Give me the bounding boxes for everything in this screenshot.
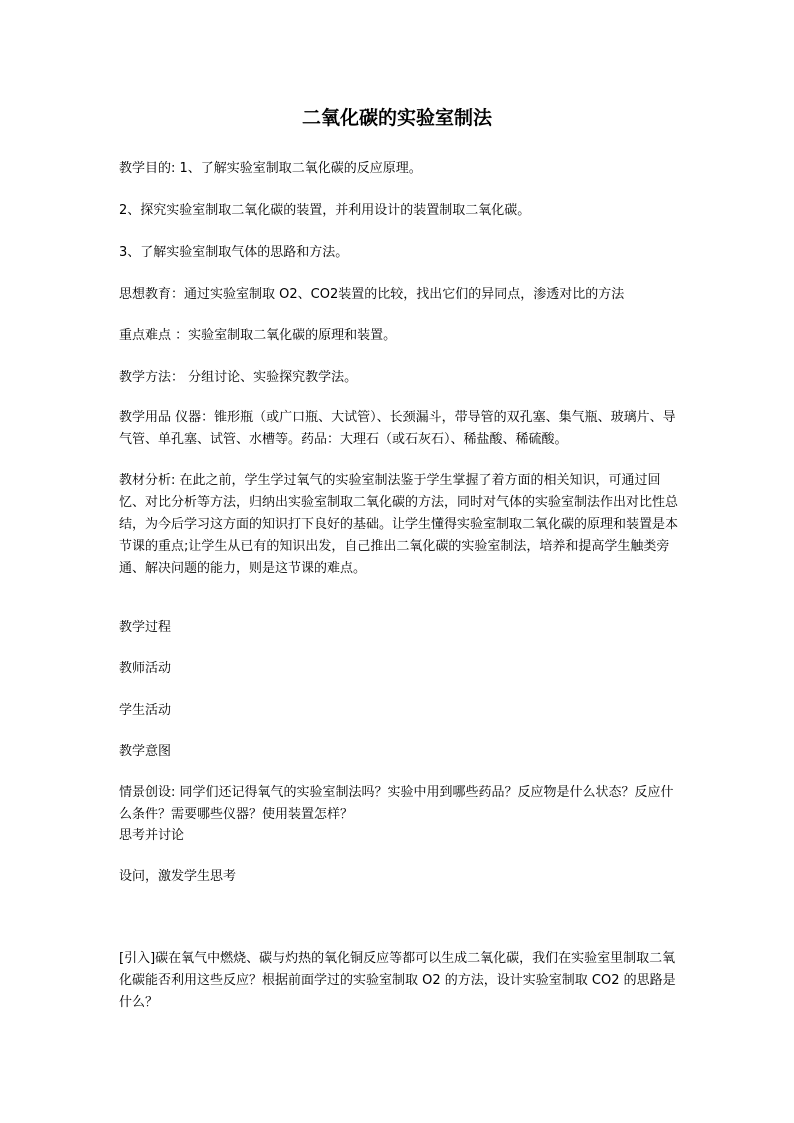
paragraph-teaching-process: 教学过程	[119, 620, 172, 635]
paragraph-teaching-method: 教学方法： 分组讨论、实验探究教学法。	[119, 370, 358, 385]
paragraph-student-activity: 学生活动	[119, 703, 172, 718]
paragraph-textbook-analysis: 教材分析: 在此之前，学生学过氧气的实验室制法鉴于学生掌握了着方面的相关知识，可通过回忆、对比分析等方法，归纳出实验室制取二氧化碳的方法，同时对气体的实验室制法作出对比性总结，为今后学习这方面的知识打下良好的基础。让学生懂得实验室制取二氧化碳的原理和装置是本节课的重点;让学生从已有的知识出发，自己推出二氧化碳的实验室制法，培养和提高学生触类旁通、解决问题的能力，则是这节课的难点。	[119, 473, 679, 576]
paragraph-key-points: 重点难点 ：实验室制取二氧化碳的原理和装置。	[119, 328, 397, 343]
paragraph-teaching-goal-1: 教学目的: 1、了解实验室制取二氧化碳的反应原理。	[119, 161, 422, 176]
paragraph-questioning: 设问，激发学生思考	[119, 869, 237, 884]
paragraph-teaching-materials: 教学用品 仪器：锥形瓶（或广口瓶、大试管）、长颈漏斗，带导管的双孔塞、集气瓶、玻璃片、导气管、单孔塞、试管、水槽等。药品：大理石（或石灰石）、稀盐酸、稀硫酸。	[119, 410, 676, 447]
paragraph-teacher-activity: 教师活动	[119, 661, 172, 676]
paragraph-scenario: 情景创设: 同学们还记得氧气的实验室制法吗？实验中用到哪些药品？反应物是什么状态？反应什么条件？需要哪些仪器？使用装置怎样？	[119, 785, 674, 822]
paragraph-introduction: [引入]碳在氧气中燃烧、碳与灼热的氧化铜反应等都可以生成二氧化碳，我们在实验室里制取二氧化碳能否利用这些反应？根据前面学过的实验室制取 O2 的方法，设计实验室制取 CO2 的思路是什么？	[119, 951, 676, 1010]
paragraph-teaching-goal-3: 3、了解实验室制取气体的思路和方法。	[119, 245, 349, 260]
paragraph-teaching-goal-2: 2、探究实验室制取二氧化碳的装置，并利用设计的装置制取二氧化碳。	[119, 203, 531, 218]
document-title: 二氧化碳的实验室制法	[301, 107, 492, 129]
paragraph-teaching-intent: 教学意图	[119, 744, 172, 759]
paragraph-ideological-education: 思想教育：通过实验室制取 O2、CO2装置的比较，找出它们的异同点，渗透对比的方法	[119, 287, 625, 302]
paragraph-think-discuss: 思考并讨论	[119, 828, 185, 843]
